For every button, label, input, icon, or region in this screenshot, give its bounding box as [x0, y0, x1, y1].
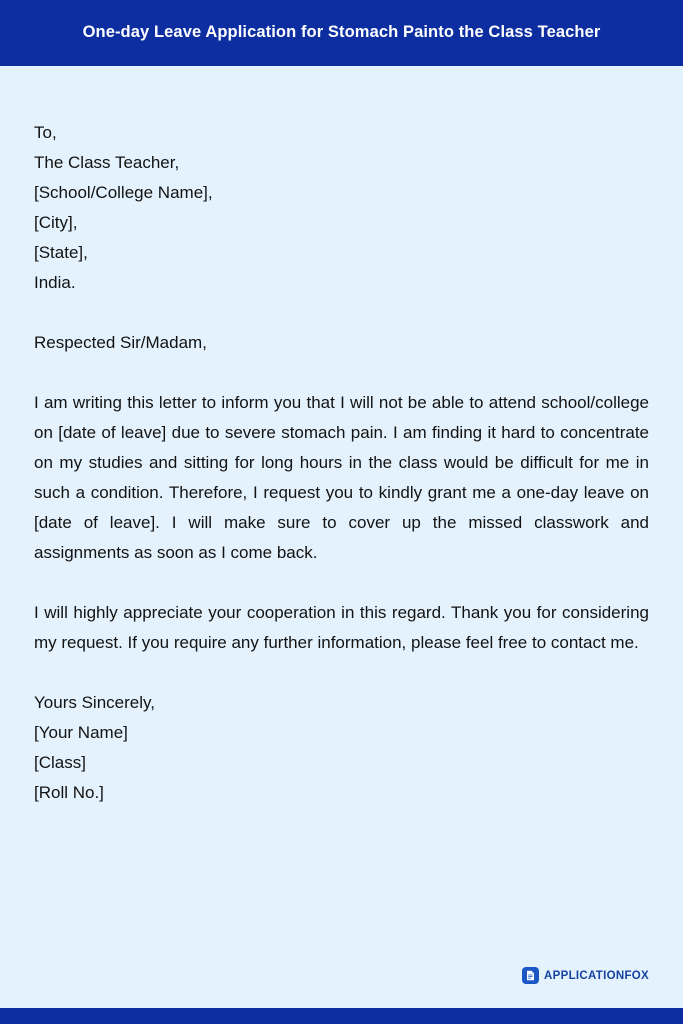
body-paragraph: I am writing this letter to inform you that I will not be able to attend school/college on [date of leave] due to severe stomach pain. I am finding it hard to concentrate on my studies and sitting for long hours in the class would be difficult for me in such a condition. Therefore, I request you to kindly grant me a one-day leave on [date of leave]. I will make sure to cover up the missed classwork and assignments as soon as I come back. — [34, 393, 649, 562]
address-line: To, — [34, 123, 57, 142]
page-title: One-day Leave Application for Stomach Painto the Class Teacher — [82, 23, 601, 42]
closing-line: Yours Sincerely, — [34, 693, 155, 712]
brand-logo — [522, 967, 649, 984]
closing-block — [34, 688, 649, 808]
document-icon — [522, 967, 539, 984]
body-paragraph: I will highly appreciate your cooperation in this regard. Thank you for considering my request. If you require any further information, please feel free to contact me. — [34, 603, 649, 652]
body-paragraph-2-block — [34, 598, 649, 658]
address-line: [School/College Name], — [34, 183, 213, 202]
document-header — [0, 0, 683, 66]
letter-content — [34, 118, 649, 808]
document-body — [0, 66, 683, 1008]
body-paragraph-1-block — [34, 388, 649, 568]
address-line: [City], — [34, 213, 78, 232]
address-block — [34, 118, 649, 298]
salutation-block — [34, 328, 649, 358]
document-footer — [0, 1008, 683, 1024]
closing-line: [Roll No.] — [34, 783, 104, 802]
address-line: The Class Teacher, — [34, 153, 180, 172]
address-line: [State], — [34, 243, 88, 262]
brand-name-primary: APPLICATION — [544, 969, 625, 982]
closing-line: [Class] — [34, 753, 86, 772]
brand-name — [544, 970, 649, 982]
address-line: India. — [34, 273, 76, 292]
closing-line: [Your Name] — [34, 723, 128, 742]
salutation: Respected Sir/Madam, — [34, 333, 207, 352]
brand-name-secondary: FOX — [624, 969, 649, 982]
